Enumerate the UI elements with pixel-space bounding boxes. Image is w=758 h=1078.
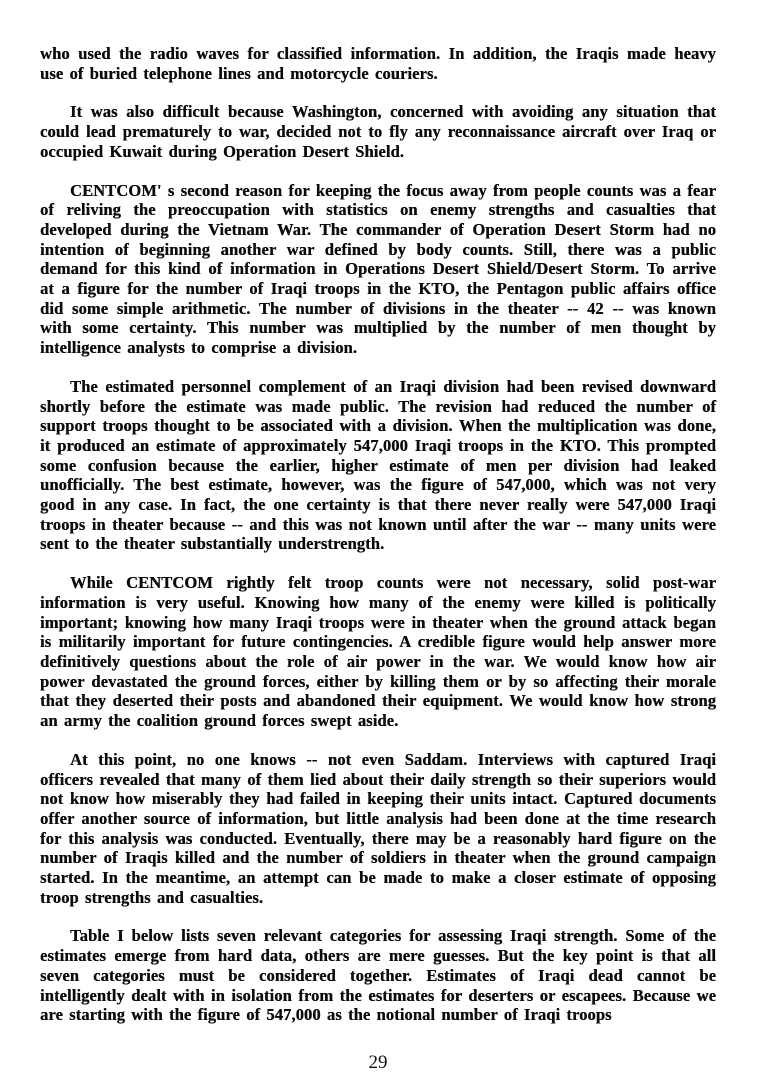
paragraph: The estimated personnel complement of an Iraqi division had been revised downward shortly before the estimate was made public. The revision had reduced the number of support troops thought to be associated with a division. When the multiplication was done, it produced an estimate of approximately 547,000 Iraqi troops in the KTO. This prompted some confusion because the earlier, higher estimate of men per division had leaked unofficially. The best estimate, however, was the figure of 547,000, which was not very good in any case. In fact, the one certainty is that there never really were 547,000 Iraqi troops in theater because -- and this was not known until after the war -- many units were sent to the theater substantially understrength. bbox=[40, 376, 716, 554]
paragraph: While CENTCOM rightly felt troop counts were not necessary, solid post-war information is very useful. Knowing how many of the enemy were killed is politically important; knowing how many Iraqi troops were in theater when the ground attack began is militarily important for future contingencies. A credible figure would help answer more definitively questions about the role of air power in the war. We would know how air power devastated the ground forces, either by killing them or by so affecting their morale that they deserted their posts and abandoned their equipment. We would know how strong an army the coalition ground forces swept aside. bbox=[40, 573, 716, 731]
paragraph: It was also difficult because Washington, concerned with avoiding any situation that could lead prematurely to war, decided not to fly any reconnaissance aircraft over Iraq or occupied Kuwait during Operation Desert Shield. bbox=[40, 102, 716, 161]
paragraph: Table I below lists seven relevant categories for assessing Iraqi strength. Some of the estimates emerge from hard data, others are mere guesses. But the key point is that all seven categories must be considered together. Estimates of Iraqi dead cannot be intelligently dealt with in isolation from the estimates for deserters or escapees. Because we are starting with the figure of 547,000 as the notional number of Iraqi troops bbox=[40, 926, 716, 1025]
page-body-text bbox=[40, 44, 716, 1044]
paragraph: CENTCOM' s second reason for keeping the focus away from people counts was a fear of reliving the preoccupation with statistics on enemy strengths and casualties that developed during the Vietnam War. The commander of Operation Desert Storm had no intention of beginning another war defined by body counts. Still, there was a public demand for this kind of information in Operations Desert Shield/Desert Storm. To arrive at a figure for the number of Iraqi troops in the KTO, the Pentagon public affairs office did some simple arithmetic. The number of divisions in the theater -- 42 -- was known with some certainty. This number was multiplied by the number of men thought by intelligence analysts to comprise a division. bbox=[40, 180, 716, 358]
paragraph: At this point, no one knows -- not even Saddam. Interviews with captured Iraqi officers revealed that many of them lied about their daily strength so their superiors would not know how miserably they had failed in keeping their units intact. Captured documents offer another source of information, but little analysis had been done at the time research for this analysis was conducted. Eventually, there may be a reasonably hard figure on the number of Iraqis killed and the number of soldiers in theater when the ground campaign started. In the meantime, an attempt can be made to make a closer estimate of opposing troop strengths and casualties. bbox=[40, 749, 716, 907]
page-number: 29 bbox=[368, 1052, 388, 1073]
paragraph-continuation: who used the radio waves for classified information. In addition, the Iraqis made heavy use of buried telephone lines and motorcycle couriers. bbox=[40, 44, 716, 83]
